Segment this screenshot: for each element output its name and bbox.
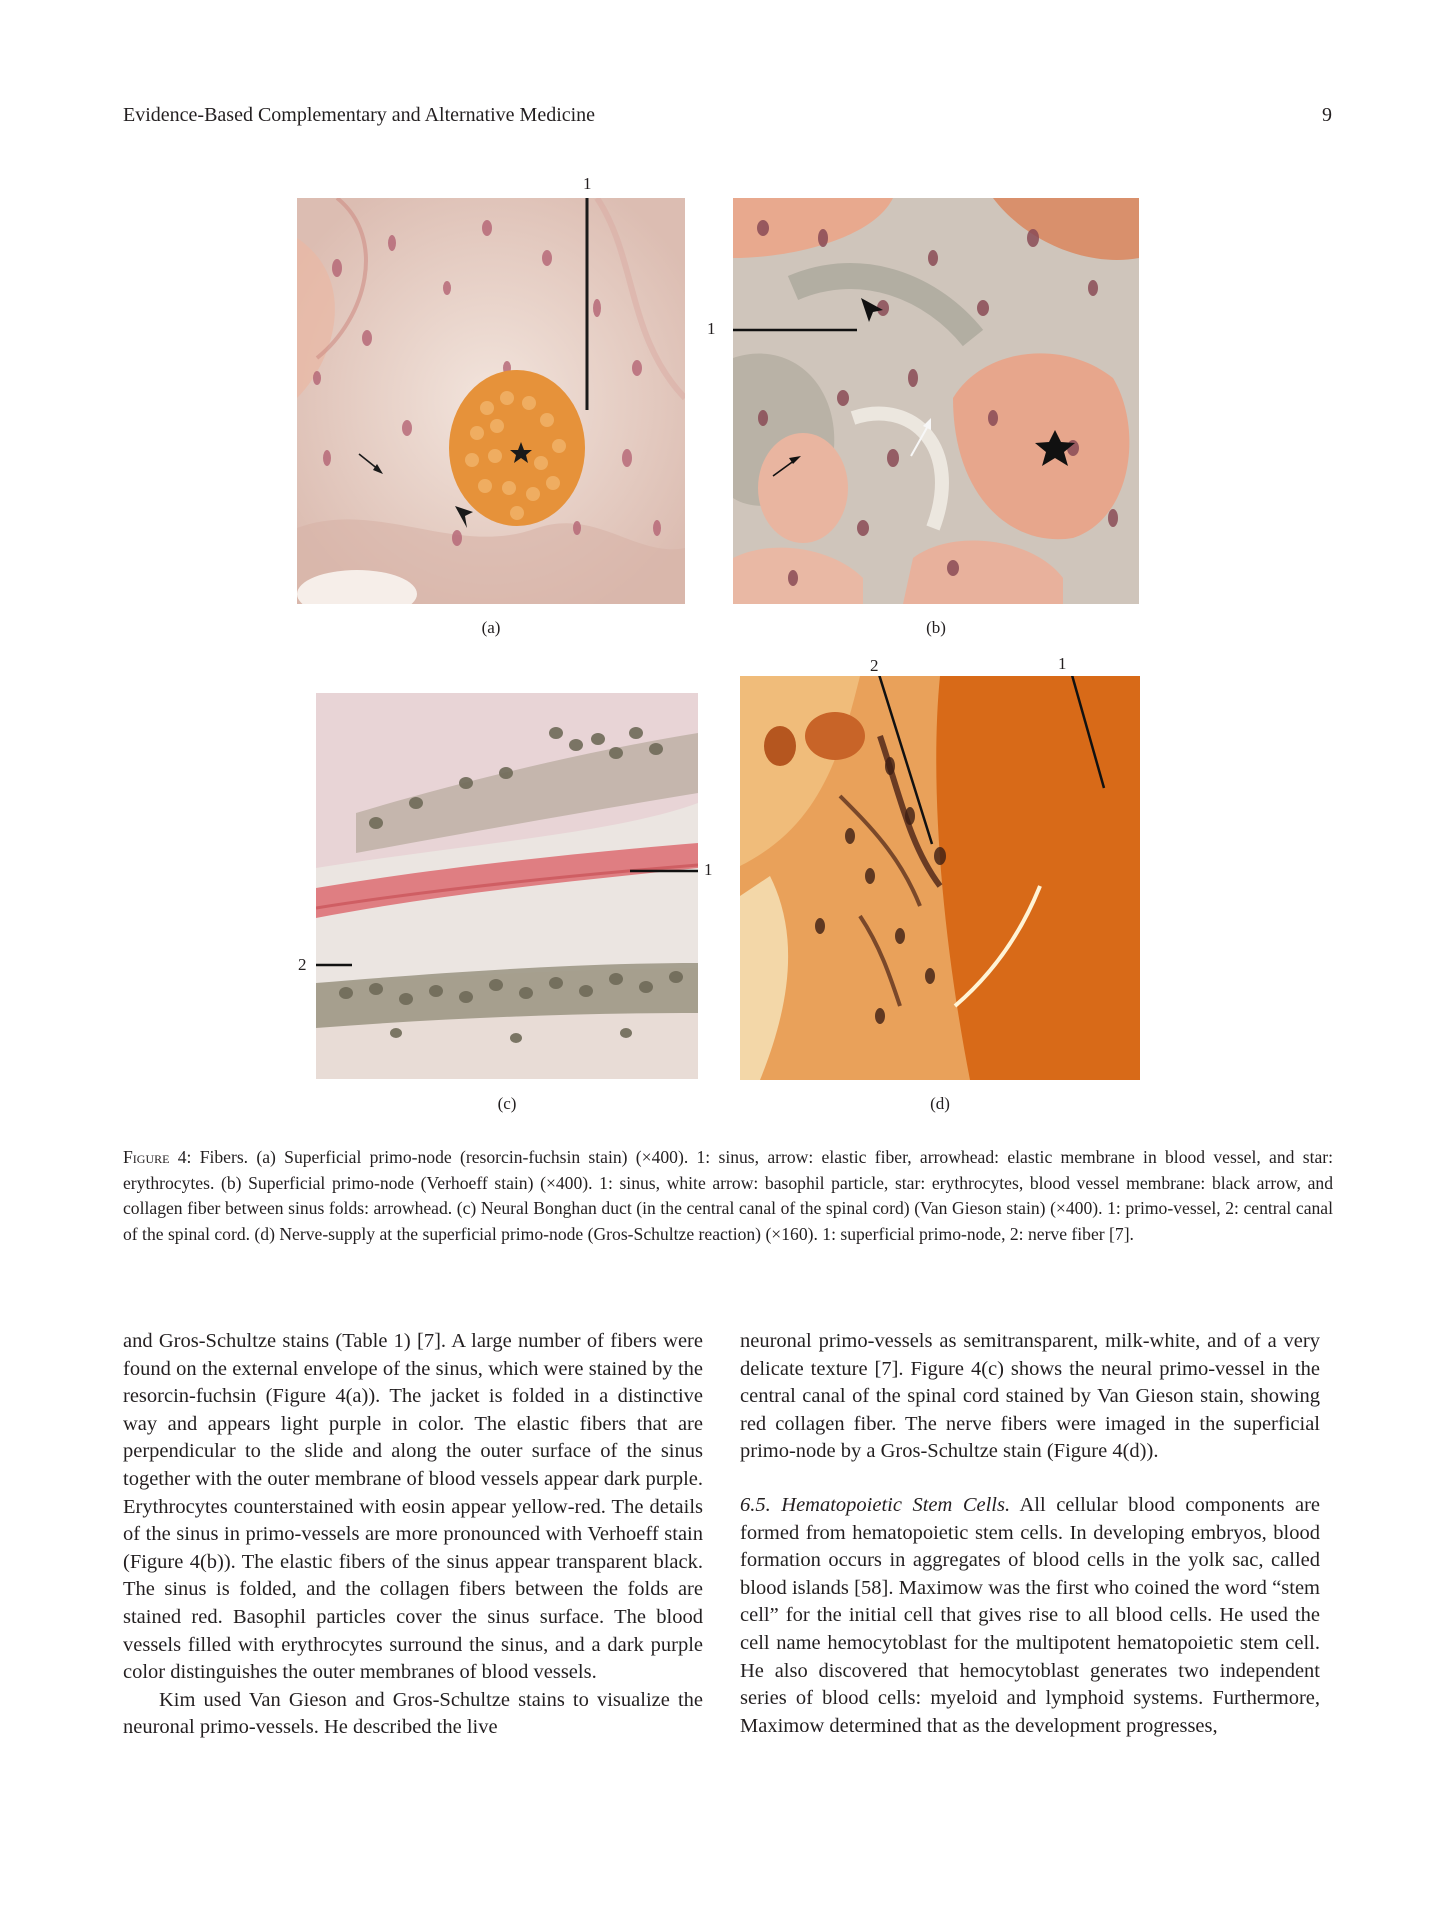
page-number: 9 (1322, 104, 1332, 126)
marker-label-b1: 1 (707, 319, 716, 338)
marker-label-c2: 2 (298, 955, 307, 974)
body-right-column (740, 1328, 1320, 1740)
marker-label-c1: 1 (704, 860, 713, 879)
panel-label-d: (d) (930, 1094, 950, 1113)
figure-panel-a (297, 174, 685, 604)
marker-label-d2: 2 (870, 656, 879, 675)
figure-panel-b (707, 198, 1139, 604)
marker-label-d1: 1 (1058, 654, 1067, 673)
section-paragraph (740, 1492, 1320, 1740)
section-heading: 6.5. Hematopoietic Stem Cells. (740, 1493, 1011, 1516)
running-head (123, 104, 1332, 127)
figure-panel-d (740, 654, 1140, 1080)
figure-caption (123, 1145, 1333, 1247)
figure-caption-text: Fibers. (a) Superficial primo-node (resorcin-fuchsin stain) (×400). 1: sinus, arrow: elastic fiber, arrowhead: elastic membrane in blood vessel, and star: erythrocytes. (b) Superficial primo-node (Verhoeff stain) (×400). 1: sinus, white arrow: basophil particle, star: erythrocytes, blood vessel membrane: black arrow, and collagen fiber between sinus folds: arrowhead. (c) Neural Bonghan duct (in the central canal of the spinal cord) (Van Gieson stain) (×400). 1: primo-vessel, 2: central canal of the spinal cord. (d) Nerve-supply at the superficial primo-node (Gros-Schultze reaction) (×160). 1: superficial primo-node, 2: nerve fiber [7]. (123, 1147, 1334, 1244)
figure-panel-c (298, 693, 713, 1079)
paragraph: Kim used Van Gieson and Gros-Schultze stains to visualize the neuronal primo-vessels. He described the live (123, 1688, 703, 1739)
paragraph: and Gros-Schultze stains (Table 1) [7]. A large number of fibers were found on the external envelope of the sinus, which were stained by the resorcin-fuchsin (Figure 4(a)). The jacket is folded in a distinctive way and appears light purple in color. The elastic fibers that are perpendicular to the slide and along the outer surface of the sinus together with the outer membrane of blood vessels appear dark purple. Erythrocytes counterstained with eosin appear yellow-red. The details of the sinus in primo-vessels are more pronounced with Verhoeff stain (Figure 4(b)). The elastic fibers of the sinus appear transparent black. The sinus is folded, and the collagen fibers between the folds are stained red. Basophil particles cover the sinus surface. The blood vessels filled with erythrocytes surround the sinus, and a dark purple color distinguishes the outer membranes of blood vessels. (123, 1330, 703, 1684)
micrograph-d (740, 676, 1140, 1080)
paragraph: neuronal primo-vessels as semitransparent, milk-white, and of a very delicate texture [7]. Figure 4(c) shows the neural primo-vessel in the central canal of the spinal cord stained by Van Gieson stain, showing red collagen fiber. The nerve fibers were imaged in the superficial primo-node by a Gros-Schultze stain (Figure 4(d)). (740, 1330, 1320, 1463)
panel-label-b: (b) (926, 618, 946, 637)
panel-label-c: (c) (497, 1094, 517, 1113)
micrograph-a (297, 198, 685, 604)
body-left-column (123, 1328, 703, 1742)
journal-title: Evidence-Based Complementary and Alternative Medicine (123, 104, 596, 126)
micrograph-b (733, 198, 1139, 604)
section-text: All cellular blood components are formed from hematopoietic stem cells. In developing embryos, blood formation occurs in aggregates of blood cells in the yolk sac, called blood islands [58]. Maximow was the first who coined the word “stem cell” for the initial cell that gives rise to all blood cells. He used the cell name hemocytoblast for the multipotent hematopoietic stem cell. He also discovered that hemocytoblast generates two independent series of blood cells: myeloid and lymphoid systems. Furthermore, Maximow determined that as the development progresses, (740, 1493, 1320, 1737)
panel-label-a: (a) (481, 618, 501, 637)
marker-label-a1: 1 (583, 174, 592, 193)
micrograph-c (316, 693, 698, 1079)
figure-caption-label: Figure 4: (123, 1147, 192, 1167)
